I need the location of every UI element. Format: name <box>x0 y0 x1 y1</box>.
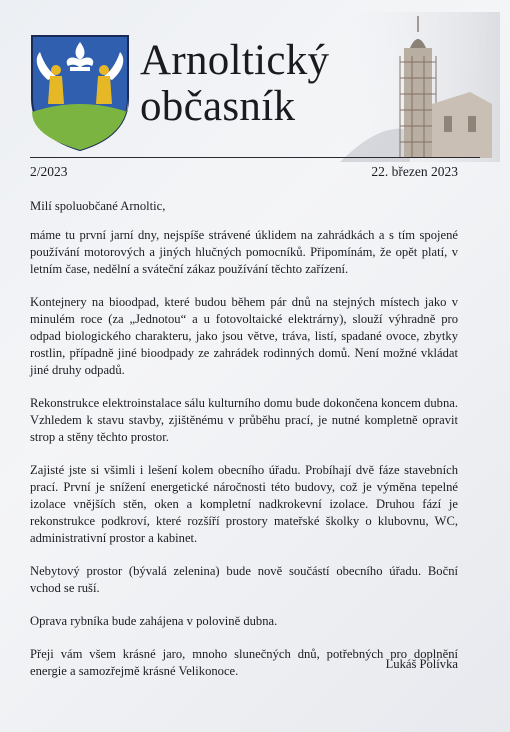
title-line-2: občasník <box>140 83 296 130</box>
issue-number: 2/2023 <box>30 164 68 179</box>
paragraph: Přeji vám všem krásné jaro, mnoho slunečných dnů, potřebných pro doplnění energie a samozřejmě krásné Velikonoce. <box>30 647 458 678</box>
paragraph: Zajisté jste si všimli i lešení kolem obecního úřadu. Probíhají dvě fáze stavebních prací. První je snížení energetické náročnosti této budovy, což je výměna tepelné izolace vnějších stěn, oken a kompletní nadkrokevní izolace. Druhou fází je rekonstrukce podkroví, které rozšíří prostory mateřské školky o klubovnu, WC, administrativní prostor a kabinet. <box>30 463 458 545</box>
coat-of-arms-icon <box>30 34 130 152</box>
greeting: Milí spoluobčané Arnoltic, <box>30 199 166 213</box>
paragraph: Oprava rybníka bude zahájena v polovině dubna. <box>30 614 278 628</box>
signature: Lukáš Polívka <box>385 657 458 671</box>
paragraph: máme tu první jarní dny, nejspíše strávené úklidem na zahrádkách a s tím spojené používání motorových a jiných hlučných pomocníků. Připomínám, že opět platí, v letním čase, nedělní a sváteční zákaz používání těchto zařízení. <box>30 228 458 276</box>
paragraph: Rekonstrukce elektroinstalace sálu kulturního domu bude dokončena koncem dubna. Vzhledem k stavu stavby, zjištěnému v průběhu prací, je nutné kompletně opravit strop a stěny těchto prostor. <box>30 396 458 444</box>
paragraph: Kontejnery na bioodpad, které budou během pár dnů na stejných místech jako v minulém roce (za „Jednotou“ a u fotovoltaické elektrárny), slouží výhradně pro odpad biologického charakteru, jako jsou větve, tráva, listí, spadané ovoce, zbytky rostlin, případně jiné bioodpady ze zahrádek rodinných domů. Není možné vkládat jiné druhy odpadů. <box>30 295 458 377</box>
newsletter-title <box>140 38 329 130</box>
title-line-1: Arnoltický <box>140 37 330 84</box>
issue-date: 22. březen 2023 <box>371 164 458 179</box>
church-tower-icon <box>340 12 500 162</box>
paragraph: Nebytový prostor (bývalá zelenina) bude nově součástí obecního úřadu. Boční vchod se ruší. <box>30 564 458 595</box>
header-divider <box>30 157 480 158</box>
letter-body <box>30 198 458 696</box>
